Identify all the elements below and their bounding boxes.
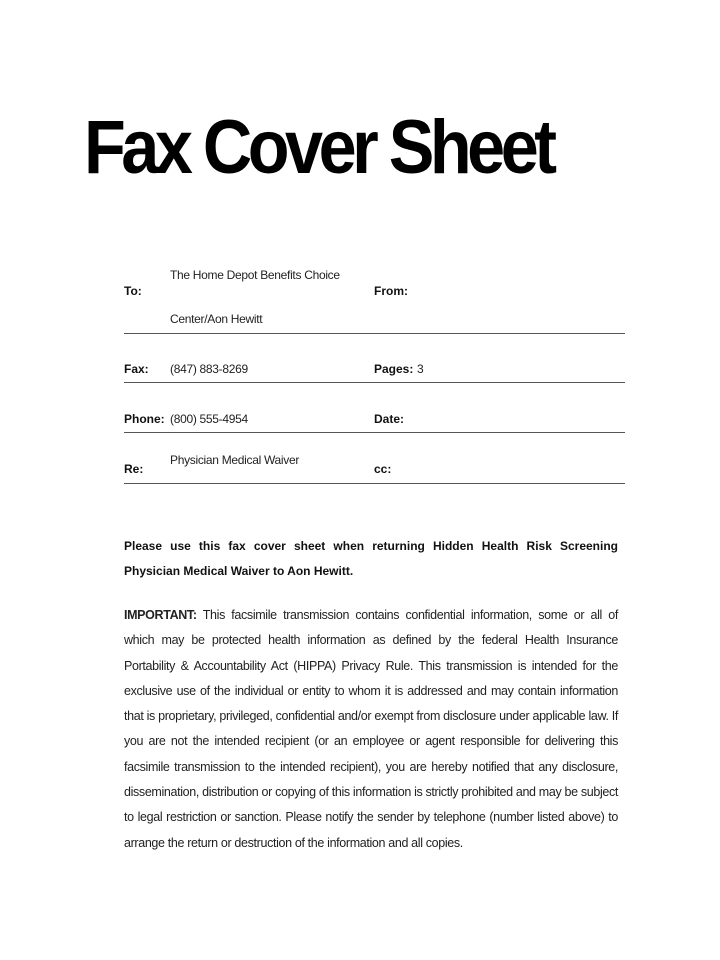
to-label: To:: [124, 284, 142, 298]
important-text: This facsimile transmission contains confidential information, some or all of which may be protected health information as defined by the federal Health Insurance Portability & Accountability Act (HIPPA) Privacy Rule. This transmission is intended for the exclusive use of the individual or entity to whom it is addressed and may contain information that is proprietary, privileged, confidential and/or exempt from disclosure under applicable law. If you are not the intended recipient (or an employee or agent responsible for delivering this facsimile transmission to the intended recipient), you are hereby notified that any disclosure, dissemination, distribution or copying of this information is strictly prohibited and may be subject to legal restriction or sanction. Please notify the sender by telephone (number listed above) to arrange the return or destruction of the information and all copies.: [124, 608, 618, 850]
phone-value: (800) 555-4954: [170, 412, 248, 426]
from-label: From:: [374, 284, 408, 298]
fax-form: [124, 258, 625, 484]
fax-value: (847) 883-8269: [170, 362, 248, 376]
instructions-paragraph: Please use this fax cover sheet when returning Hidden Health Risk Screening Physician Medical Waiver to Aon Hewitt.: [124, 539, 618, 578]
to-value-line2: Center/Aon Hewitt: [170, 312, 263, 326]
form-row-re-cc: [124, 433, 625, 484]
form-row-fax-pages: [124, 334, 625, 383]
fax-label: Fax:: [124, 362, 149, 376]
to-value-line1: The Home Depot Benefits Choice: [170, 268, 340, 282]
confidentiality-notice: [124, 603, 618, 856]
pages-value: 3: [417, 362, 424, 376]
date-label: Date:: [374, 412, 405, 426]
cc-label: cc:: [374, 462, 392, 476]
re-value: Physician Medical Waiver: [170, 453, 300, 467]
page-title: Fax Cover Sheet: [84, 105, 553, 190]
form-row-to-from: [124, 258, 625, 334]
pages-label: Pages:: [374, 362, 414, 376]
important-label: IMPORTANT:: [124, 608, 197, 622]
form-row-phone-date: [124, 383, 625, 433]
re-label: Re:: [124, 462, 144, 476]
phone-label: Phone:: [124, 412, 165, 426]
